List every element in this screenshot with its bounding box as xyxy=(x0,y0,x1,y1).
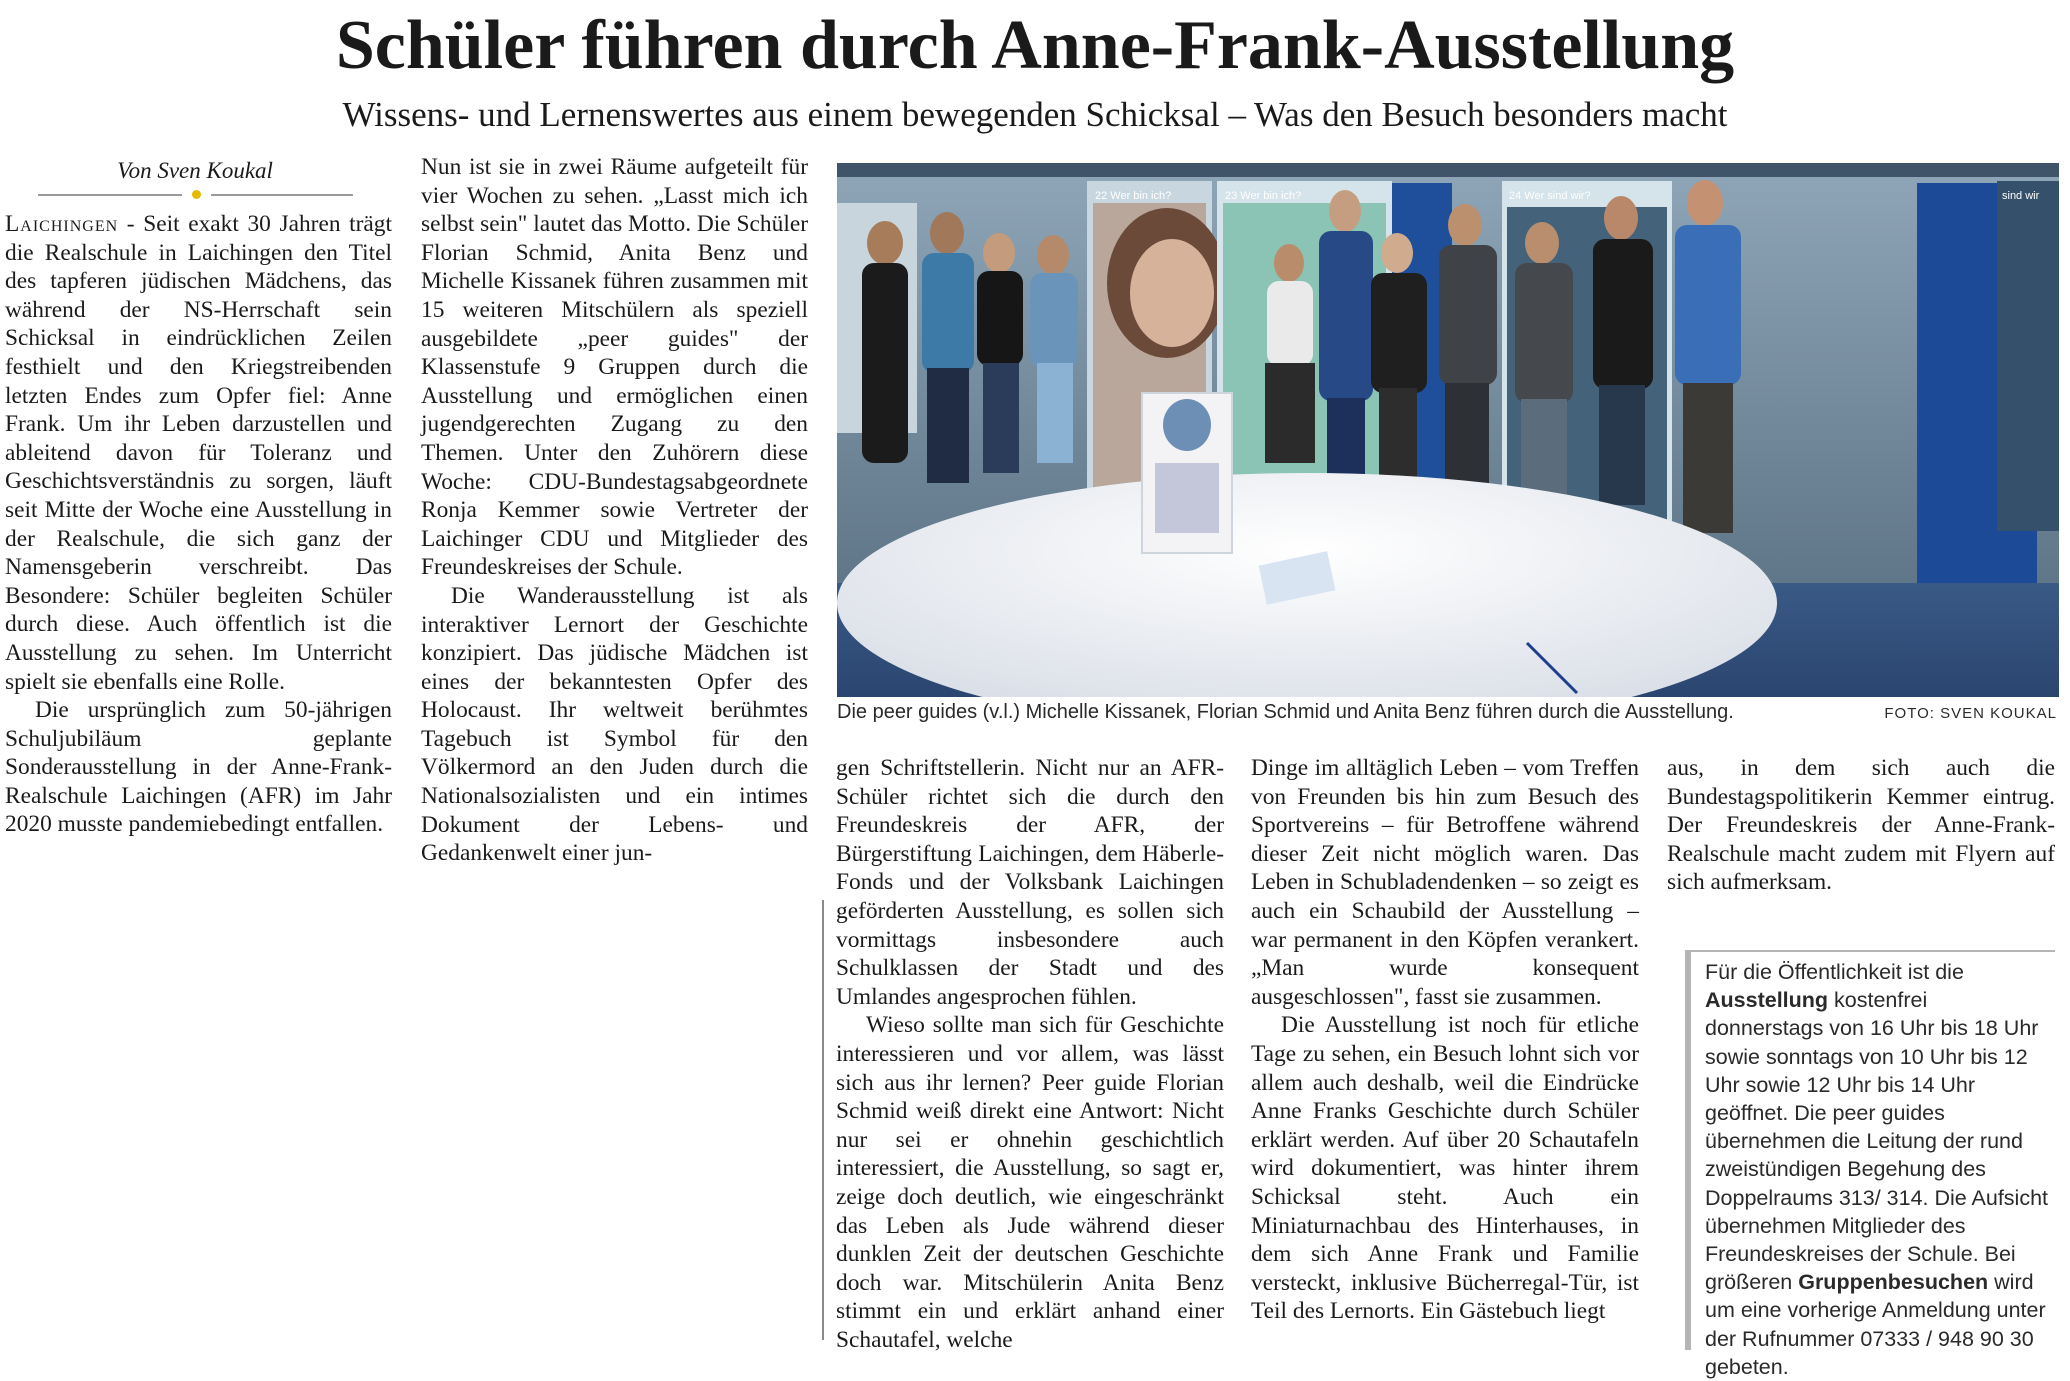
article-paragraph: Die ursprünglich zum 50-jährigen Schuljubiläum geplante Sonderausstellung in der Anne-Frank-Realschule Laichingen (AFR) im Jahr 2020 musste pandemiebedingt entfallen. xyxy=(5,697,392,838)
article-paragraph: Die Wanderausstellung ist als interaktiver Lernort der Geschichte konzipiert. Das jüdische Mädchen ist eines der bekanntesten Opfer des Holocaust. Ihr weltweit berühmtes Tagebuch ist Symbol für den Völkermord an den Juden durch die Nationalsozialisten und ein intimes Dokument der Lebens- und Gedankenwelt einer jun- xyxy=(421,582,808,867)
article-paragraph: aus, in dem sich auch die Bundestagspolitikerin Kemmer eintrug. Der Freundeskreis der Anne-Frank-Realschule macht zudem mit Flyern auf sich aufmerksam. xyxy=(1667,755,2055,896)
column-divider xyxy=(822,900,824,1340)
article-column-2 xyxy=(421,153,808,868)
article-paragraph: Wieso sollte man sich für Geschichte interessieren und vor allem, was lässt sich aus ihr lernen? Peer guide Florian Schmid weiß direkt eine Antwort: Nicht nur sei er ohnehin geschichtlich interessiert, die Ausstellung, so sagt er, zeige doch deutlich, wie eingeschränkt das Leben als Jude während dieser dunklen Zeit der deutschen Geschichte doch war. Mitschülerin Anita Benz stimmt ein und erklärt anhand einer Schautafel, welche xyxy=(836,1012,1224,1353)
panel-label-right: sind wir xyxy=(2002,190,2040,202)
info-box-text xyxy=(1705,958,2050,1381)
photo-caption xyxy=(837,699,2059,725)
article-paragraph: Die Ausstellung ist noch für etliche Tage zu sehen, ein Besuch lohnt sich vor allem auch deshalb, weil die Eindrücke Anne Franks Geschichte durch Schüler erklärt werden. Auf über 20 Schautafeln wird dokumentiert, was hinter ihrem Schicksal steht. Auch ein Miniaturnachbau des Hinterhauses, in dem sich Anne Frank und Familie versteckt, inklusive Bücherregal-Tür, ist Teil des Lernorts. Ein Gästebuch liegt xyxy=(1251,1012,1639,1325)
article-photo xyxy=(837,163,2059,697)
article-paragraph: Nun ist sie in zwei Räume aufgeteilt für vier Wochen zu sehen. „Lasst mich ich selbst sein" lautet das Motto. Die Schüler Florian Schmid, Anita Benz und Michelle Kissanek führen zusammen mit 15 weiteren Mitschülern als speziell ausgebildete „peer guides" der Klassenstufe 9 Gruppen durch die Ausstellung und ermöglichen einen jugendgerechten Zugang zu den Themen. Unter den Zuhörern diese Woche: CDU-Bundestagsabgeordnete Ronja Kemmer sowie Vertreter der Laichinger CDU und Mitglieder des Freundeskreises der Schule. xyxy=(421,154,808,581)
info-keyword: Ausstellung xyxy=(1705,988,1829,1013)
byline-rule-left xyxy=(38,194,182,196)
article-column-4 xyxy=(1251,754,1639,1326)
caption-text: Die peer guides (v.l.) Michelle Kissanek, Florian Schmid und Anita Benz führen durch die Ausstellung. xyxy=(837,701,1734,723)
article-column-5 xyxy=(1667,754,2055,897)
info-box xyxy=(1685,950,2055,1379)
article-paragraph xyxy=(5,210,392,696)
subheadline: Wissens- und Lernenswertes aus einem bewegenden Schicksal – Was den Besuch besonders macht xyxy=(342,95,1728,134)
article-column-1 xyxy=(5,210,392,839)
photo-credit: FOTO: SVEN KOUKAL xyxy=(1884,705,2057,722)
panel-label-24: 24 Wer sind wir? xyxy=(1509,190,1591,202)
paragraph-text: - Seit exakt 30 Jahren trägt die Realschule in Laichingen den Titel des tapferen jüdischen Mädchens, das während der NS-Herrschaft sein Schicksal in eindrücklichen Zeilen festhielt und den Kriegstreibenden letzten Endes zum Opfer fiel: Anne Frank. Um ihr Leben darzustellen und ableitend davon für Toleranz und Geschichtsverständnis zu sorgen, läuft seit Mitte der Woche eine Ausstellung in der Realschule, die sich ganz der Namensgeberin verschreibt. Das Besondere: Schüler begleiten Schüler durch diese. Auch öffentlich ist die Ausstellung zu sehen. Im Unterricht spielt sie ebenfalls eine Rolle. xyxy=(5,211,392,695)
byline: Von Sven Koukal xyxy=(117,158,273,183)
info-box-top-rule xyxy=(1685,950,2055,952)
info-text: kostenfrei donnerstags von 16 Uhr bis 18 Uhr sowie sonntags von 10 Uhr bis 12 Uhr sowie 12 Uhr bis 14 Uhr geöffnet. Die peer guides übernehmen die Leitung der rund zweistündigen Begehung des Doppelraums 313/ 314. Die Aufsicht übernehmen Mitglieder des Freundeskreises der Schule. Bei größeren xyxy=(1705,988,2049,1295)
info-text: Für die Öffentlichkeit ist die xyxy=(1705,960,1964,984)
panel-label-22: 22 Wer bin ich? xyxy=(1095,190,1172,202)
article-column-3 xyxy=(836,754,1224,1354)
article-paragraph: Dinge im alltäglich Leben – vom Treffen von Freunden bis hin zum Besuch des Sportvereins – für Betroffene während dieser Zeit nicht möglich waren. Das Leben in Schubladendenken – so zeigt es auch ein Schaubild der Ausstellung – war permanent in den Köpfen verankert. „Man wurde konsequent ausgeschlossen", fasst sie zusammen. xyxy=(1251,755,1639,1010)
headline: Schüler führen durch Anne-Frank-Ausstellung xyxy=(335,7,1735,84)
info-keyword: Gruppenbesuchen xyxy=(1798,1270,1989,1295)
info-box-bar xyxy=(1685,950,1691,1350)
article-paragraph: gen Schriftstellerin. Nicht nur an AFR-Schüler richtet sich die durch den Freundeskreis der AFR, der Bürgerstiftung Laichingen, dem Häberle-Fonds und der Volksbank Laichingen geförderten Ausstellung, es sollen sich vormittags insbesondere auch Schulklassen der Stadt und des Umlandes angesprochen fühlen. xyxy=(836,755,1224,1010)
byline-dot xyxy=(192,190,201,199)
byline-rule-right xyxy=(211,194,353,196)
panel-label-23: 23 Wer bin ich? xyxy=(1225,190,1302,202)
info-text: wird um eine vorherige Anmeldung unter der Rufnummer 07333 / 948 90 30 gebeten. xyxy=(1705,1270,2046,1379)
dateline: Laichingen xyxy=(5,211,119,237)
